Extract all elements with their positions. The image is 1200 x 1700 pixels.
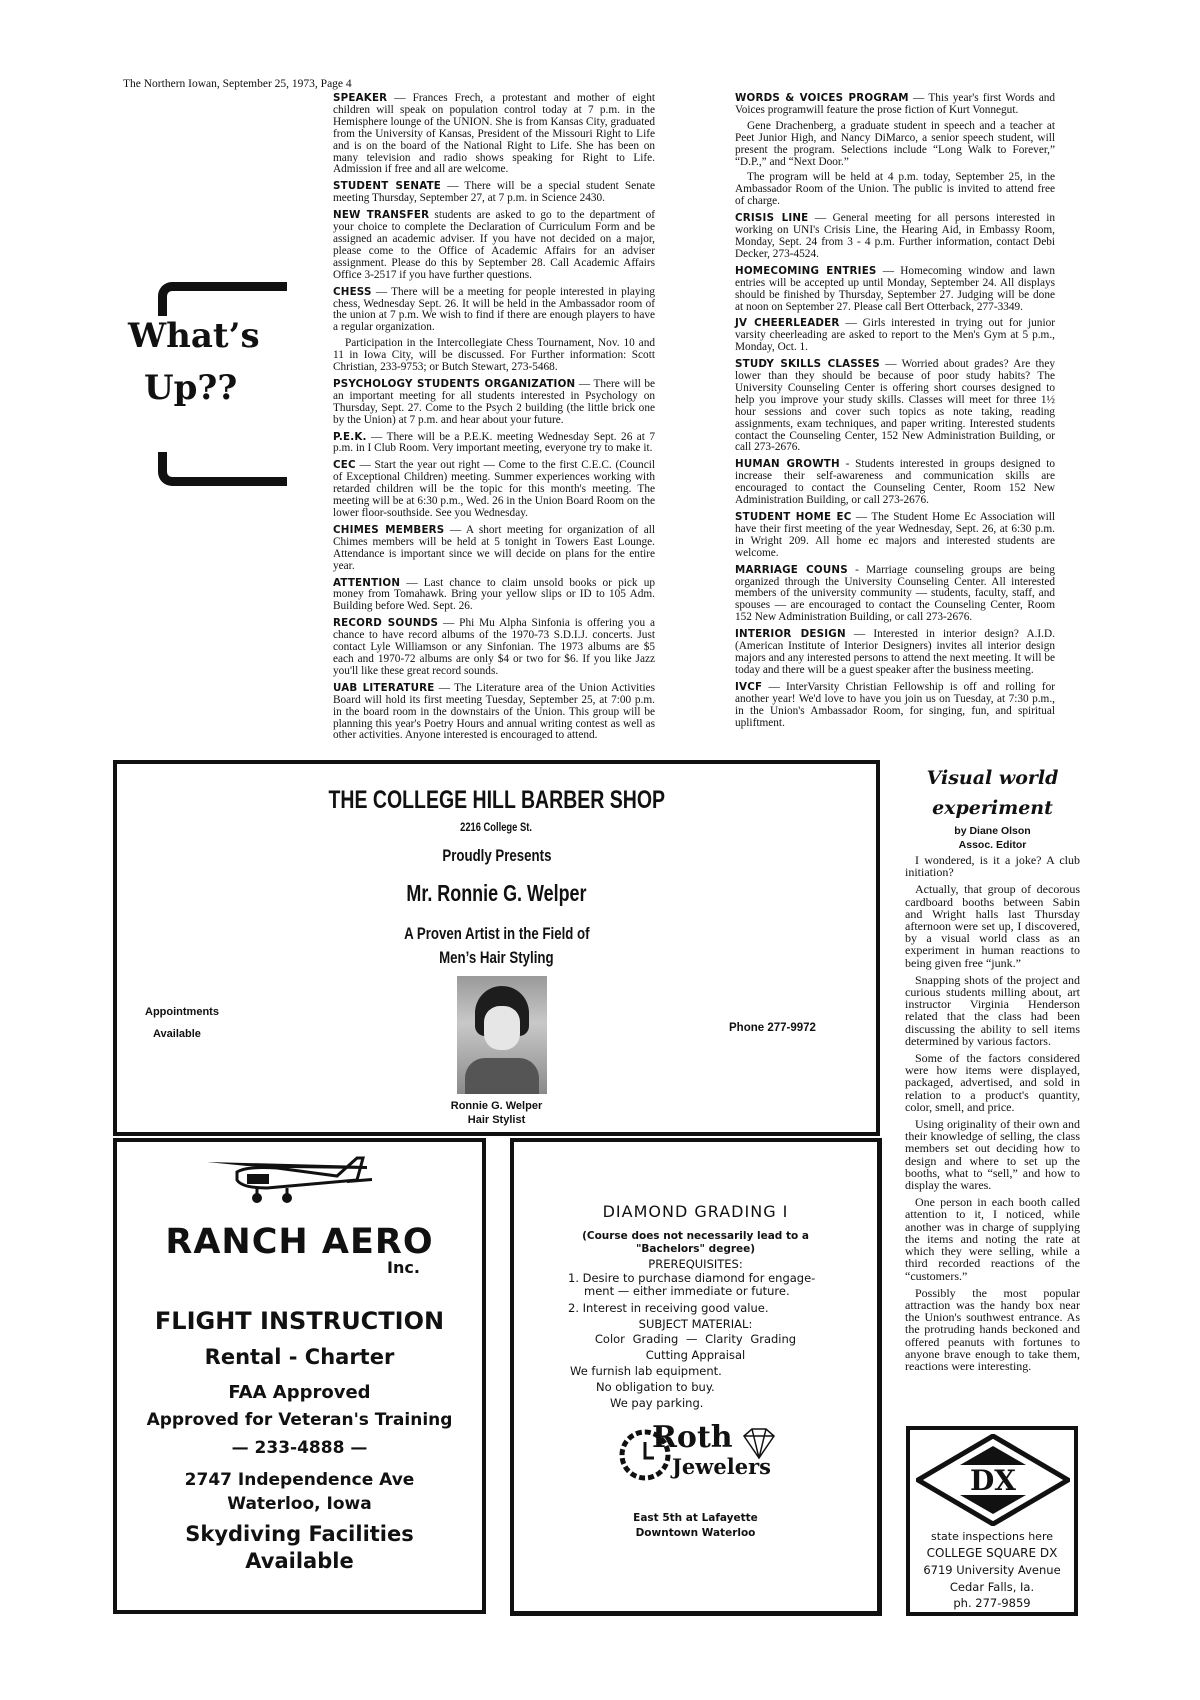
ranch-city: Waterloo, Iowa [227,1494,372,1514]
notice-text: — Worried about grades? Are they lower than they should be because of poor study habits? The University Counseling Center is offering short courses designed to help you improve your study skills. Classes will meet for three 1½ hour sessions and cover such topics as note taking, reading assignments, exam techniques, and paper writing. Interested students contact the Counseling Center, 152 New Administration Building, or call 273-2676. [735,358,1055,454]
notice-text: — A short meeting for organization of all Chimes members will be held at 5 tonight in Towers East Lounge. Attendance is important since we will decide on plans for the entire year. [333,523,656,572]
notice-heading: HUMAN GROWTH [735,458,840,471]
roth-line-1: We furnish lab equipment. [570,1364,722,1378]
notice-text: — There will be a P.E.K. meeting Wednesday Sept. 26 at 7 p.m. in I Club Room. Very important meeting, everyone try to make it. [333,430,655,455]
notice-heading: CEC [333,459,356,472]
notice-paragraph [333,93,655,176]
roth-item-1a: 1. Desire to purchase diamond for engage- [568,1271,816,1285]
notice-paragraph [333,379,655,427]
notice-item [333,618,655,678]
notice-paragraph [735,172,1055,208]
ranch-aero-ad [113,1138,486,1614]
article-byline-role: Assoc. Editor [958,839,1027,851]
dx-line-1: state inspections here [930,1530,1053,1543]
notice-item [735,629,1055,677]
notice-item [333,683,655,743]
ranch-street: 2747 Independence Ave [184,1470,415,1490]
roth-prereq: PREREQUISITES: [648,1257,743,1271]
barber-presents-text: Proudly Presents [441,846,552,865]
notice-text: students are asked to go to the department of your choice to complete the Declaration of Curriculum Form and be assigned an academic adviser. If you have not decided on a major, please come to the Office of Academic Affairs for an adviser assignment. Please do this by September 28. Call Academic Affairs Office 3-2517 if you have further questions. [333,209,656,281]
page-folio: The Northern Iowan, September 25, 1973, Page 4 [123,78,352,90]
article-body [905,854,1080,1372]
roth-logo-name: Roth [652,1420,733,1455]
notice-paragraph [333,338,655,374]
notice-heading: INTERIOR DESIGN [735,628,846,641]
roth-subject-2: Cutting Appraisal [645,1348,746,1362]
barber-tagline-2-text: Men’s Hair Styling [439,948,554,967]
ranch-service: FLIGHT INSTRUCTION [154,1307,445,1335]
dx-logo-text: DX [969,1464,1017,1497]
notice-paragraph [735,359,1055,454]
notice-text: — This year's first Words and Voices programwill feature the prose fiction of Kurt Vonnegut. [735,92,1056,116]
notice-text: The program will be held at 4 p.m. today, September 25, in the Ambassador Room of the Union. The public is invited to attend free of charge. [735,171,1055,208]
notice-item [333,525,655,573]
dx-line-4: Cedar Falls, Ia. [949,1580,1035,1594]
notice-heading: JV CHEERLEADER [735,317,840,330]
notice-heading: SPEAKER [333,92,388,104]
article-paragraph: Using originality of their own and their knowledge of selling, the class members set out deciding how to design and where to set up the booths, what to “sell,” and how to display the wares. [905,1117,1080,1193]
notices-column-right [735,93,1055,734]
notice-paragraph [735,565,1055,625]
notice-item [735,318,1055,354]
appointments-line2: Available [153,1028,201,1040]
notice-paragraph [735,459,1055,507]
airplane-icon [207,1154,377,1206]
ranch-skydiving-1: Skydiving Facilities [185,1522,414,1546]
roth-title: DIAMOND GRADING I [602,1202,789,1221]
ranch-inc: Inc. [387,1258,420,1277]
notice-paragraph [333,578,655,614]
barber-phone: Phone 277-9972 [729,1022,816,1034]
notice-text: Participation in the Intercollegiate Chess Tournament, Nov. 10 and 11 in Iowa City, will be discussed. For Further information: Scott Christian, 233-9753; or Butch Stewart, 273-5468. [333,337,655,374]
notice-item [333,287,655,374]
article-paragraph: Snapping shots of the project and curious students milling about, art instructor Virginia Henderson related that the class had been discussing the ability to sell items determined by various factors. [905,972,1080,1048]
notice-item [735,512,1055,560]
barber-stylist-name-text: Mr. Ronnie G. Welper [406,880,587,906]
article-paragraph: Possibly the most popular attraction was the handy box near the Union's southwest entrance. As the protruding hands beckoned and offered peanuts with fortunes to anyone brave enough to take them, reactions were interesting. [905,1285,1080,1373]
bottom-bracket [158,452,287,486]
notice-text: — The Literature area of the Union Activities Board will hold its first meeting Tuesday, September 25, at 7:00 p.m. in the board room in the downstairs of the Union. This group will be planning this year's Poetry Hours and annual writing contest as well as other activities. Anyone interested is encouraged to attend. [333,681,656,742]
article-paragraph: One person in each booth called attention to it, I noticed, while another was in charge of supplying the items and noting the rate at which they were selling, while a third recorded reactions of the “customers.” [905,1195,1080,1283]
roth-logo-sub: Jewelers [672,1454,771,1479]
photo-caption-name: Ronnie G. Welper [450,1100,543,1112]
notice-heading: STUDENT HOME EC [735,511,852,523]
ranch-faa: FAA Approved [228,1382,371,1403]
notice-paragraph [735,93,1055,117]
notice-text: — Last chance to claim unsold books or pick up money from Tomahawk. Bring your yellow slips or ID to 105 Adm. Building before Wed. Sept. 26. [333,576,655,613]
appointments-line1: Appointments [145,1006,219,1018]
notice-text: — Frances Frech, a protestant and mother of eight children will speak on population control today at 7 p.m. in the Hemisphere lounge of the UNION. She is from Kansas City, graduated from the University of Kansas, President of the Missouri Right to Life and is on the board of the National Right to Life. She has been on many television and radio shows speaking for Right to Life. Admission if free and all are welcome. [333,92,655,176]
roth-jewelers-ad [510,1138,882,1616]
roth-note-1: (Course does not necessarily lead to a [582,1230,809,1242]
roth-address-1: East 5th at Lafayette [633,1512,758,1524]
barber-shop-ad [113,760,880,1136]
notice-heading: MARRIAGE COUNS [735,563,848,576]
whats-up-line2: Up?? [144,368,238,408]
notice-paragraph [333,287,655,335]
notice-item [333,460,655,520]
barber-stylist-name [117,880,876,907]
barber-address [117,820,876,834]
notice-paragraph [333,210,655,281]
notice-paragraph [333,432,655,456]
notice-item [735,213,1055,261]
dx-line-5: ph. 277-9859 [953,1596,1031,1610]
notice-paragraph [735,318,1055,354]
visual-world-article [905,763,1080,1377]
notice-text: — General meeting for all persons interested in working on UNI's Crisis Line, the Hearing Aid, in Embassy Room, Monday, Sept. 24 from 3 - 4 p.m. Further information, contact Debi Decker, 273-4524. [735,212,1055,260]
article-title-line2: experiment [932,797,1053,819]
roth-logo [618,1420,788,1486]
dx-line-3: 6719 University Avenue [923,1563,1061,1577]
notice-text: - Marriage counseling groups are being organized through the University Counseling Center. All interested members of the university community — students, faculty, staff, and spouses — are encouraged to contact the Counseling Center, Room 152 New Administration Building, or call 273-2676. [735,563,1055,624]
notice-item [735,682,1055,730]
notice-item [735,359,1055,454]
notice-heading: IVCF [735,680,763,693]
notice-paragraph [735,682,1055,730]
roth-item-1b: ment — either immediate or future. [584,1284,790,1298]
notice-heading: NEW TRANSFER [333,209,430,222]
notice-item [333,181,655,205]
notice-text: — Homecoming window and lawn entries will be accepted up until Monday, September 24. All displays should be finished by Thursday, September 27. Judging will be done at noon on September 27. Please call Bert Otterback, 277-3349. [735,264,1056,313]
ranch-skydiving-2: Available [245,1549,354,1573]
whats-up-line1: What’s [128,316,260,356]
article-paragraph: Actually, that group of decorous cardboard booths between Sabin and Wright halls last Thursday afternoon were set up, I discovered, by a visual world class as an experiment in human reactions to being given free “junk.” [905,882,1080,970]
article-paragraph: Some of the factors considered were how items were displayed, packaged, advertised, and sold in relation to a product's quantity, color, smell, and price. [905,1051,1080,1114]
notice-paragraph [333,181,655,205]
article-paragraph: I wondered, is it a joke? A club initiation? [905,853,1080,880]
notice-text: — Girls interested in trying out for junior varsity cheerleading are asked to report to the Men's Gym at 5 p.m., Monday, Oct. 1. [735,317,1055,354]
dx-logo [916,1434,1070,1526]
barber-presents [117,846,876,866]
barber-tagline-1-text: A Proven Artist in the Field of [403,924,590,943]
notice-item [333,379,655,427]
notice-paragraph [735,266,1055,314]
notice-heading: RECORD SOUNDS [333,617,439,630]
dx-line-2: COLLEGE SQUARE DX [926,1546,1058,1560]
notice-paragraph [735,213,1055,261]
notice-item [333,210,655,281]
notice-text: — There will be an important meeting for all students interested in Psychology on Thursday, Sept. 27. Come to the Psych 2 building (the little brick one by the Union) at 7 p.m. and hear about your future. [333,377,655,426]
notice-heading: STUDENT SENATE [333,180,442,193]
notice-paragraph [333,525,655,573]
top-bracket [158,282,287,316]
roth-address-2: Downtown Waterloo [635,1527,756,1539]
notice-paragraph [735,512,1055,560]
notice-paragraph [333,618,655,678]
notice-heading: ATTENTION [333,576,401,589]
notice-text: — There will be a special student Senate meeting Thursday, September 27, at 7 p.m. in Science 2430. [333,180,656,205]
notice-paragraph [735,121,1055,169]
notice-text: — Phi Mu Alpha Sinfonia is offering you a chance to have record albums of the 1970-73 S.D.I.J. concerts. Just contact Lyle Williamson or any Sinfonian. The 1973 albums are $5 each and 1970-72 albums are only $4 or two for $6. If you like Jazz you'll like these great record sounds. [333,617,656,677]
notice-item [333,578,655,614]
barber-tagline-1 [117,924,876,944]
article-byline: by Diane Olson [954,825,1031,837]
notice-text: — The Student Home Ec Association will have their first meeting of the year Wednesday, Sept. 26, at 6:30 p.m. in Wright 209. All home ec majors and interested students are welcome. [735,511,1056,559]
notice-item [735,565,1055,625]
notice-item [735,266,1055,314]
notice-text: — InterVarsity Christian Fellowship is off and rolling for another year! We'd love to have you join us on Tuesday, at 7:30 p.m., in the Union's Ambassador Room, for singing, fun, and spiritual upliftment. [735,680,1056,729]
college-square-dx-ad [906,1426,1078,1616]
notice-heading: P.E.K. [333,430,367,443]
notices-column-left [333,93,655,747]
ranch-rental: Rental - Charter [204,1345,395,1369]
roth-line-3: We pay parking. [610,1396,704,1410]
roth-subject: SUBJECT MATERIAL: [638,1317,753,1331]
notice-heading: CRISIS LINE [735,212,809,225]
photo-caption-role: Hair Stylist [467,1114,526,1126]
barber-title-text: THE COLLEGE HILL BARBER SHOP [328,786,665,814]
ranch-veterans: Approved for Veteran's Training [146,1410,453,1430]
notice-text: — Interested in interior design? A.I.D. (American Institute of Interior Designers) invites all interior design majors and any interested persons to attend the next meeting. It will be today and there will be a guest speaker after the business meeting. [735,628,1055,676]
notice-heading: CHESS [333,285,372,298]
roth-note-2: "Bachelors" degree) [635,1243,756,1255]
notice-paragraph [333,683,655,743]
notice-item [735,93,1055,208]
barber-title [117,786,876,815]
notice-text: Gene Drachenberg, a graduate student in speech and a teacher at Peet Junior High, and Nancy DiMarco, a senior speech student, will present the program. Selections include “Long Walk to Forever,” “D.P.,” and “Next Door.” [735,119,1055,168]
notice-paragraph [333,460,655,520]
roth-item-2: 2. Interest in receiving good value. [568,1301,769,1315]
notice-heading: STUDY SKILLS CLASSES [735,358,880,371]
notice-item [333,93,655,176]
barber-tagline-2 [117,948,876,968]
notice-text: - Students interested in groups designed to increase their self-awareness and communication skills are encouraged to contact the Counseling Center, Room 152 New Administration Building, or call 273-2676. [735,458,1055,507]
ranch-name: RANCH AERO [165,1222,434,1262]
ranch-phone: — 233-4888 — [231,1438,368,1458]
notice-heading: WORDS & VOICES PROGRAM [735,92,909,104]
notice-heading: HOMECOMING ENTRIES [735,264,877,277]
notice-text: — Start the year out right — Come to the first C.E.C. (Council of Exceptional Children) meeting. Summer experiences working with retarded children will be the topic for this month's meeting. The meeting will be at 6:30 p.m., Wed. 26 in the Union Board Room on the lower floor-southside. See you Wednesday. [333,459,655,519]
notice-item [333,432,655,456]
article-title-line1: Visual world [926,767,1059,789]
notice-item [735,459,1055,507]
roth-subject-1: Color Grading — Clarity Grading [594,1332,797,1346]
notice-text: — There will be a meeting for people interested in playing chess, Wednesday Sept. 26. It will be held in the Ambassador room of the union at 7 p.m. We wish to find if there are enough players to have a regular organization. [333,285,656,334]
stylist-photo [457,976,547,1094]
notice-heading: UAB LITERATURE [333,681,435,694]
roth-line-2: No obligation to buy. [596,1380,715,1394]
notice-paragraph [735,629,1055,677]
barber-address-text: 2216 College St. [460,820,533,834]
notice-heading: CHIMES MEMBERS [333,523,445,536]
notice-heading: PSYCHOLOGY STUDENTS ORGANIZATION [333,377,576,390]
whats-up-graphic [128,282,308,482]
